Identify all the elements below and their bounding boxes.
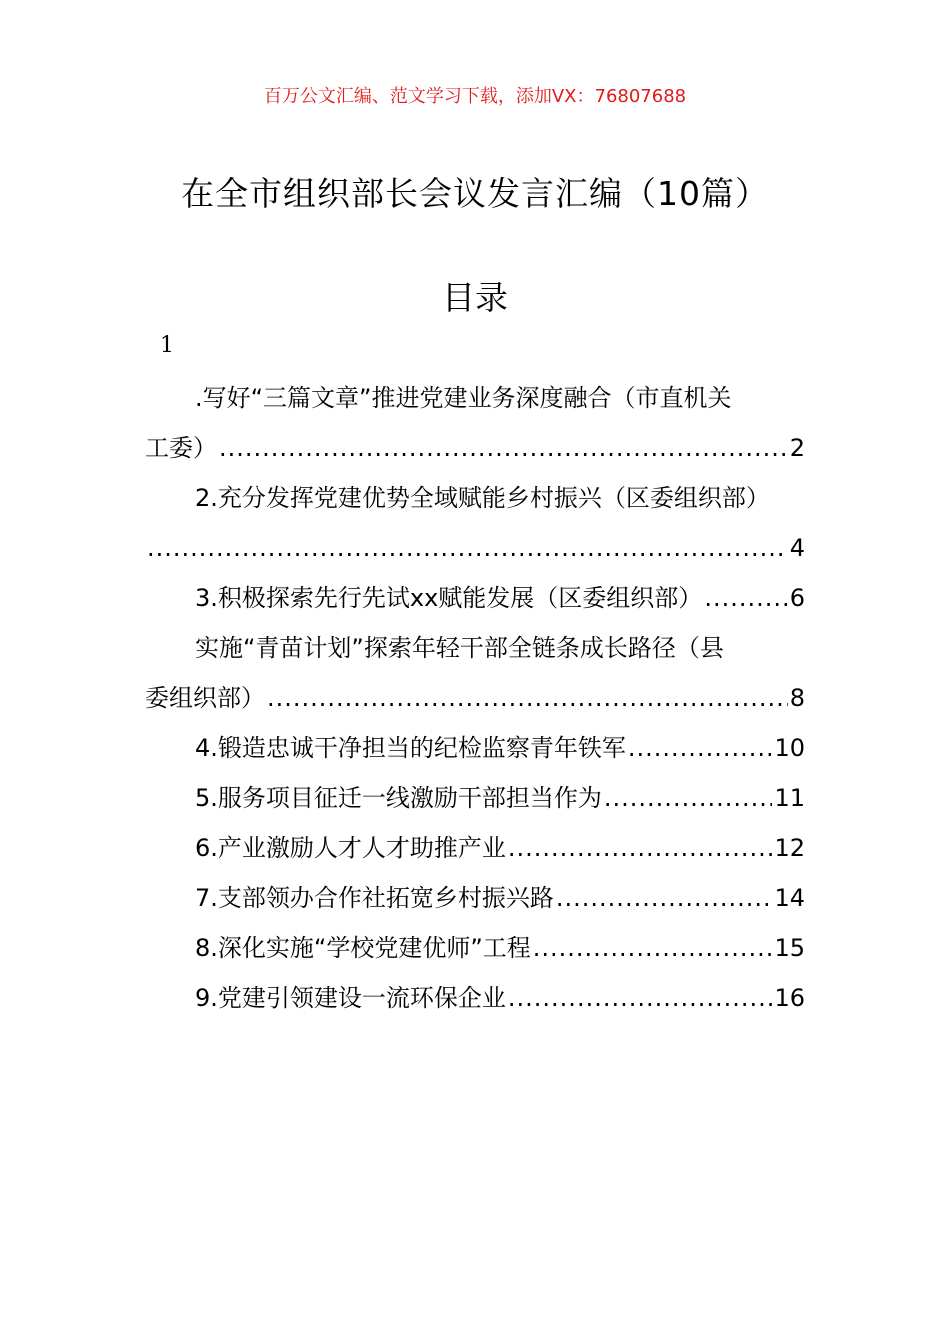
toc-page-number: 12 <box>774 834 805 862</box>
toc-entry-text: 5.服务项目征迁一线激励干部担当作为 <box>195 784 602 812</box>
toc-page-number: 15 <box>774 934 805 962</box>
dot-leader <box>604 773 773 823</box>
toc-entry-10[interactable] <box>145 973 805 1023</box>
toc-page-number: 16 <box>774 984 805 1012</box>
toc-entry-2-line2[interactable] <box>145 523 805 573</box>
toc-page-number: 8 <box>789 684 805 712</box>
toc-entry-text: 实施“青苗计划”探索年轻干部全链条成长路径（县 <box>195 634 724 662</box>
toc-entry-8[interactable] <box>145 873 805 923</box>
toc-entry-text: 7.支部领办合作社拓宽乡村振兴路 <box>195 884 554 912</box>
toc-entry-text: 8.深化实施“学校党建优师”工程 <box>195 934 531 962</box>
toc-entry-text: 2.充分发挥党建优势全域赋能乡村振兴（区委组织部） <box>195 484 770 512</box>
toc-page-number: 10 <box>774 734 805 762</box>
dot-leader <box>704 573 787 623</box>
dot-leader <box>508 823 773 873</box>
toc-entry-text: 9.党建引领建设一流环保企业 <box>195 984 506 1012</box>
dot-leader <box>267 673 788 723</box>
watermark-header-note: 百万公文汇编、范文学习下载，添加VX：76807688 <box>263 86 687 107</box>
dot-leader <box>628 723 773 773</box>
dot-leader <box>508 973 773 1023</box>
toc-page-number: 2 <box>789 434 805 462</box>
toc-page-number: 14 <box>774 884 805 912</box>
toc-entry-6[interactable] <box>145 773 805 823</box>
toc-entry-4-line1[interactable] <box>145 623 805 673</box>
toc-entry-2-line1[interactable] <box>145 473 805 523</box>
toc-entry-7[interactable] <box>145 823 805 873</box>
toc-entry-4-line2[interactable] <box>145 673 805 723</box>
toc-page-number: 11 <box>774 784 805 812</box>
toc-entry-5[interactable] <box>145 723 805 773</box>
toc-page-number: 4 <box>789 534 805 562</box>
toc-entry-text: .写好“三篇文章”推进党建业务深度融合（市直机关 <box>195 384 732 412</box>
dot-leader <box>556 873 773 923</box>
toc-entry-text: 3.积极探索先行先试xx赋能发展（区委组织部） <box>195 584 703 612</box>
table-of-contents <box>145 373 805 1023</box>
toc-entry-text: 4.锻造忠诚干净担当的纪检监察青年铁军 <box>195 734 626 762</box>
toc-entry-1-line2[interactable] <box>145 423 805 473</box>
dot-leader <box>147 523 788 573</box>
stray-number: 1 <box>160 333 174 358</box>
toc-entry-text: 工委） <box>145 434 217 462</box>
toc-entry-text: 委组织部） <box>145 684 265 712</box>
toc-page-number: 6 <box>789 584 805 612</box>
dot-leader <box>219 423 788 473</box>
toc-entry-3[interactable] <box>145 573 805 623</box>
toc-heading: 目录 <box>442 278 508 317</box>
toc-entry-1-line1[interactable] <box>145 373 805 423</box>
dot-leader <box>533 923 773 973</box>
toc-entry-text: 6.产业激励人才人才助推产业 <box>195 834 506 862</box>
document-title: 在全市组织部长会议发言汇编（10篇） <box>181 174 769 213</box>
toc-entry-9[interactable] <box>145 923 805 973</box>
